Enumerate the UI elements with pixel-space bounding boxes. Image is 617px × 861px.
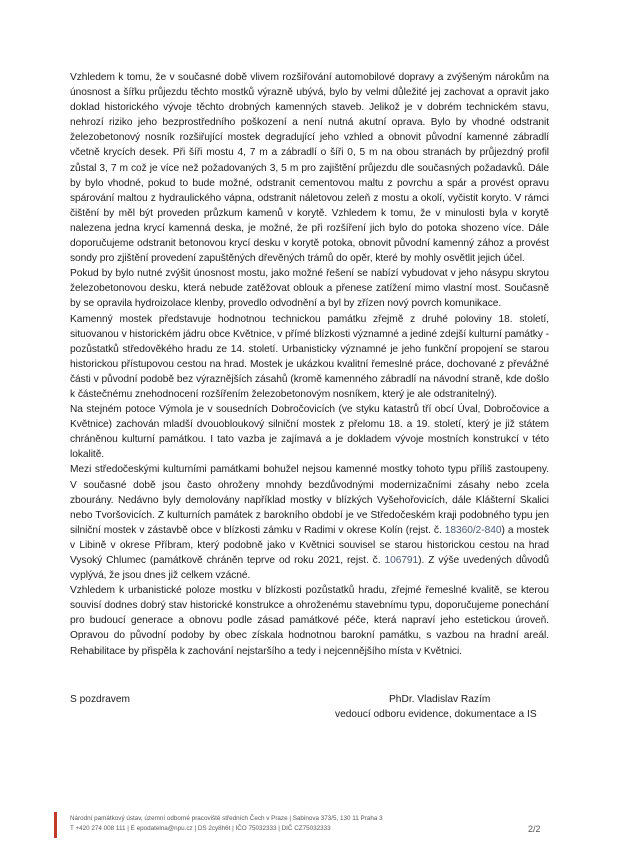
paragraph-text: ). Z výše uvedených důvodů vyplývá, že jsou dnes již celkem vzácné. xyxy=(70,555,549,582)
signer-name: PhDr. Vladislav Razím xyxy=(389,694,491,705)
paragraph-text: Vzhledem k urbanistické poloze mostku v blízkosti pozůstatků hradu, zřejmé řemeslné kvalitě, se kterou souvisí dodnes dobrý stav historické konstrukce a ohroženému stavebnímu typu, doporučujeme ponechání pro budoucí generace a obnovu podle zásad památkové péče, která napraví jeho estetickou úroveň. Opravou do původní podoby by obec získala hodnotnou barokní památku, s vazbou na hradní areál. Rehabilitace by přispěla k zachování nejstaršího a tedy i nejcennějšího místa v Květnici. xyxy=(70,585,549,657)
registry-number-link[interactable]: 106791 xyxy=(384,555,419,566)
paragraph-load-capacity xyxy=(70,266,549,311)
registry-number-link[interactable]: 18360/2-840 xyxy=(444,524,502,536)
paragraph-vymola-bridge xyxy=(70,402,549,462)
footer-contact-line: T +420 274 008 111 | E epodatelna@npu.cz | DS 2cy8h6t | IČO 75032333 | DIČ CZ75032333 xyxy=(70,825,331,832)
paragraph-text: Pokud by bylo nutné zvýšit únosnost mostu, jako možné řešení se nabízí vybudovat v jeho násypu skrytou železobetonovou desku, která nebude zatěžovat oblouk a přenese zatížení mimo vlastní most. Současně by se opravila hydroizolace klenby, provedlo odvodnění a byl by zřízen nový povrch komunikace. xyxy=(70,268,549,310)
greeting: S pozdravem xyxy=(70,694,131,705)
paragraph-text: Na stejném potoce Výmola je v sousedních Dobročovicích (ve styku katastrů tří obcí Úval, Dobročovice a Květnice) zachován mladší dvouobloukový silniční mostek z přelomu 18. a 19. století, který je již státem chráněnou kulturní památkou. I tato vazba je zajímavá a je dokladem vývoje mostních konstrukcí v této lokalitě. xyxy=(70,404,549,461)
paragraph-conclusion xyxy=(70,583,549,658)
letter-body xyxy=(70,70,549,659)
footer-accent-bar xyxy=(54,812,57,838)
paragraph-text: Mezi středočeskými kulturními památkami bohužel nejsou kamenné mostky tohoto typu příliš zastoupeny. V současné době jsou často ohroženy mnohdy bezdůvodnými modernizačními zásahy nebo zcela zbourány. Nedávno byly demolovány například mostky v blízkých Vyšehořovicích, dále Klášterní Skalici nebo Tvoršovicích. Z kulturních památek z barokního období je ve Středočeském kraji podobného typu jen silniční mostek v zástavbě obce v blízkosti zámku v Radimi v okrese Kolín (rejst. č. xyxy=(70,464,549,536)
paragraph-text: ) a mostek v Libině v okrese Příbram, který podobně jako v Květnici souvisel se starou historickou cestou na hrad Vysoký Chlumec (památkově chráněn teprve od roku 2021, rejst. č. xyxy=(70,524,549,566)
signer-title: vedoucí odboru evidence, dokumentace a IS xyxy=(335,709,537,720)
page-number: 2/2 xyxy=(528,824,541,834)
paragraph-text: Vzhledem k tomu, že v současné době vlivem rozšiřování automobilové dopravy a zvýšeným nárokům na únosnost a šířku průjezdu těchto mostků výrazně ubývá, bylo by velmi důležité jej zachovat a opravit jako doklad historického vývoje těchto drobných kamenných staveb. Jelikož je v dobrém technickém stavu, nehrozí riziko jeho bezprostředního poškození a není nutná akutní oprava. Bylo by vhodné odstranit železobetonový nosník rozšiřující mostek degradující jeho vzhled a obnovit původní kamenné zábradlí včetně krycích desek. Při šíři mostu 4, 7 m a zábradlí o šíři 0, 5 m na obou stranách by průjezdný profil zůstal 3, 7 m což je více než požadovaných 3, 5 m pro zajištění průjezdu dle současných požadavků. Dále by bylo vhodné, pokud to bude možné, odstranit cementovou maltu z povrchu a spár a provést opravu spárování maltou z hydraulického vápna, odstranit náletovou zeleň z mostu a okolí, vyčistit koryto. V rámci čištění by měl být proveden průzkum kamenů v korytě. Vzhledem k tomu, že v minulosti byla v korytě nalezena jedna krycí kamenná deska, je možné, že při rozšíření jich bylo do potoka shozeno více. Dále doporučujeme odstranit betonovou krycí desku v korytě potoka, obnovit původní kamenný zához a provést sondy pro zjištění provedení zapuštěných dřevěných trámů do opěr, které by mohly osvětlit jejich účel. xyxy=(70,72,549,265)
paragraph-rarity xyxy=(70,462,549,583)
footer-address-line: Národní památkový ústav, územní odborné pracoviště středních Čech v Praze | Sabinova 373/5, 130 11 Praha 3 xyxy=(70,815,383,822)
paragraph-text: Kamenný mostek představuje hodnotnou technickou památku zřejmě z druhé poloviny 18. století, situovanou v historickém jádru obce Květnice, v přímé blízkosti významné a jediné zdejší kulturní památky - pozůstatků středověkého hradu ze 14. století. Urbanisticky významné je jeho funkční propojení se starou historickou přístupovou cestou na hrad. Mostek je ukázkou kvalitní řemeslné práce, dochované z převážné části v původní podobě bez výraznějších zásahů (kromě kamenného zábradlí na návodní straně, kde došlo k částečnému znehodnocení rozšířením železobetonovým nosníkem, který je ale odstranitelný). xyxy=(70,313,549,400)
paragraph-significance xyxy=(70,312,549,403)
page-footer xyxy=(0,808,617,838)
footer-contact xyxy=(70,814,383,834)
paragraph-recommendations xyxy=(70,70,549,266)
